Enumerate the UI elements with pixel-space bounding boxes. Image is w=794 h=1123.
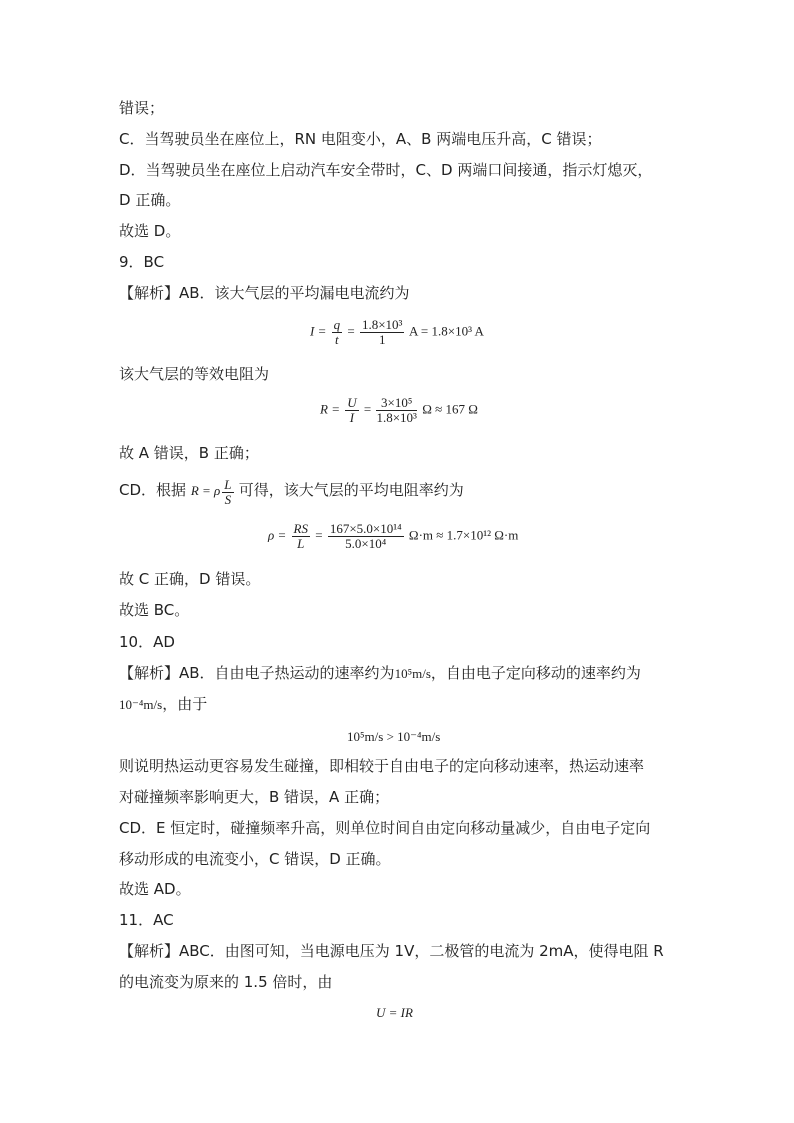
fraction: $\frac{RS}{L}$	[293, 521, 308, 551]
text-line: 的电流变为原来的 1.5 倍时，由	[119, 973, 333, 991]
equation-resistivity: ρ = $\frac{RS}{L}$ = $\frac{\text{167×5.0×10¹⁴}}{\text{5.0×10⁴}}$ Ω·m ≈ 1.7×10¹² Ω·m	[268, 521, 519, 551]
text-line: 移动形成的电流变小，C 错误，D 正确。	[119, 850, 391, 868]
equation-resistance: R = $\frac{U}{I}$ = $\frac{\text{3×10⁵}}{\text{1.8×10³}}$ Ω ≈ 167 Ω	[320, 395, 478, 425]
text-line: 10⁻⁴m/s，由于	[119, 695, 208, 713]
speed-value: 10⁻⁴m/s	[119, 697, 163, 712]
question-number: 9．BC	[119, 253, 165, 271]
text-line: 该大气层的等效电阻为	[119, 365, 270, 383]
equation-resistivity-def: R = ρ $\frac{L}{S}$	[190, 476, 232, 507]
text-line: 故 A 错误，B 正确；	[119, 444, 259, 462]
fraction: $\frac{L}{S}$	[224, 476, 232, 507]
text-line: D．当驾驶员坐在座位上启动汽车安全带时，C、D 两端口间接通，指示灯熄灭，	[119, 161, 653, 179]
equation-current: I = $\frac{q}{t}$ = $\frac{\text{1.8×10³}}{1}$ A = 1.8×10³ A	[310, 317, 484, 347]
text-line: 故选 AD。	[119, 880, 191, 898]
fraction: $\frac{q}{t}$	[333, 317, 341, 347]
text-line: CD．E 恒定时，碰撞频率升高，则单位时间自由定向移动量减少，自由电子定向	[119, 819, 651, 837]
text-line: 错误；	[119, 99, 165, 117]
analysis-line: 【解析】AB．该大气层的平均漏电电流约为	[119, 284, 410, 302]
equation-speed-compare: 10⁵m/s > 10⁻⁴m/s	[347, 729, 441, 744]
text-line: 故 C 正确，D 错误。	[119, 570, 261, 588]
analysis-line: 【解析】AB．自由电子热运动的速率约为10⁵m/s，自由电子定向移动的速率约为	[119, 664, 641, 682]
fraction: $\frac{U}{I}$	[347, 395, 357, 425]
fraction: $\frac{\text{1.8×10³}}{1}$	[361, 317, 403, 347]
text-line: D 正确。	[119, 191, 181, 209]
text-line: 故选 D。	[119, 222, 181, 240]
text-line: 对碰撞频率影响更大，B 错误，A 正确；	[119, 788, 390, 806]
text-line: 则说明热运动更容易发生碰撞，即相较于自由电子的定向移动速率，热运动速率	[119, 757, 645, 775]
question-number: 10．AD	[119, 633, 175, 651]
fraction: $\frac{\text{3×10⁵}}{\text{1.8×10³}}$	[376, 395, 417, 425]
fraction: $\frac{\text{167×5.0×10¹⁴}}{\text{5.0×10⁴}}$	[329, 521, 402, 551]
text-line: C．当驾驶员坐在座位上，RN 电阻变小，A、B 两端电压升高，C 错误；	[119, 130, 602, 148]
text-line: CD．根据 R = ρ $\frac{L}{S}$ 可得，该大气层的平均电阻率约为	[119, 476, 464, 507]
equation-ohm: U = IR	[376, 1005, 413, 1020]
speed-value: 10⁵m/s	[394, 666, 431, 681]
text-line: 故选 BC。	[119, 601, 190, 619]
analysis-line: 【解析】ABC．由图可知，当电源电压为 1V，二极管的电流为 2mA，使得电阻 R	[119, 942, 664, 960]
question-number: 11．AC	[119, 911, 174, 929]
